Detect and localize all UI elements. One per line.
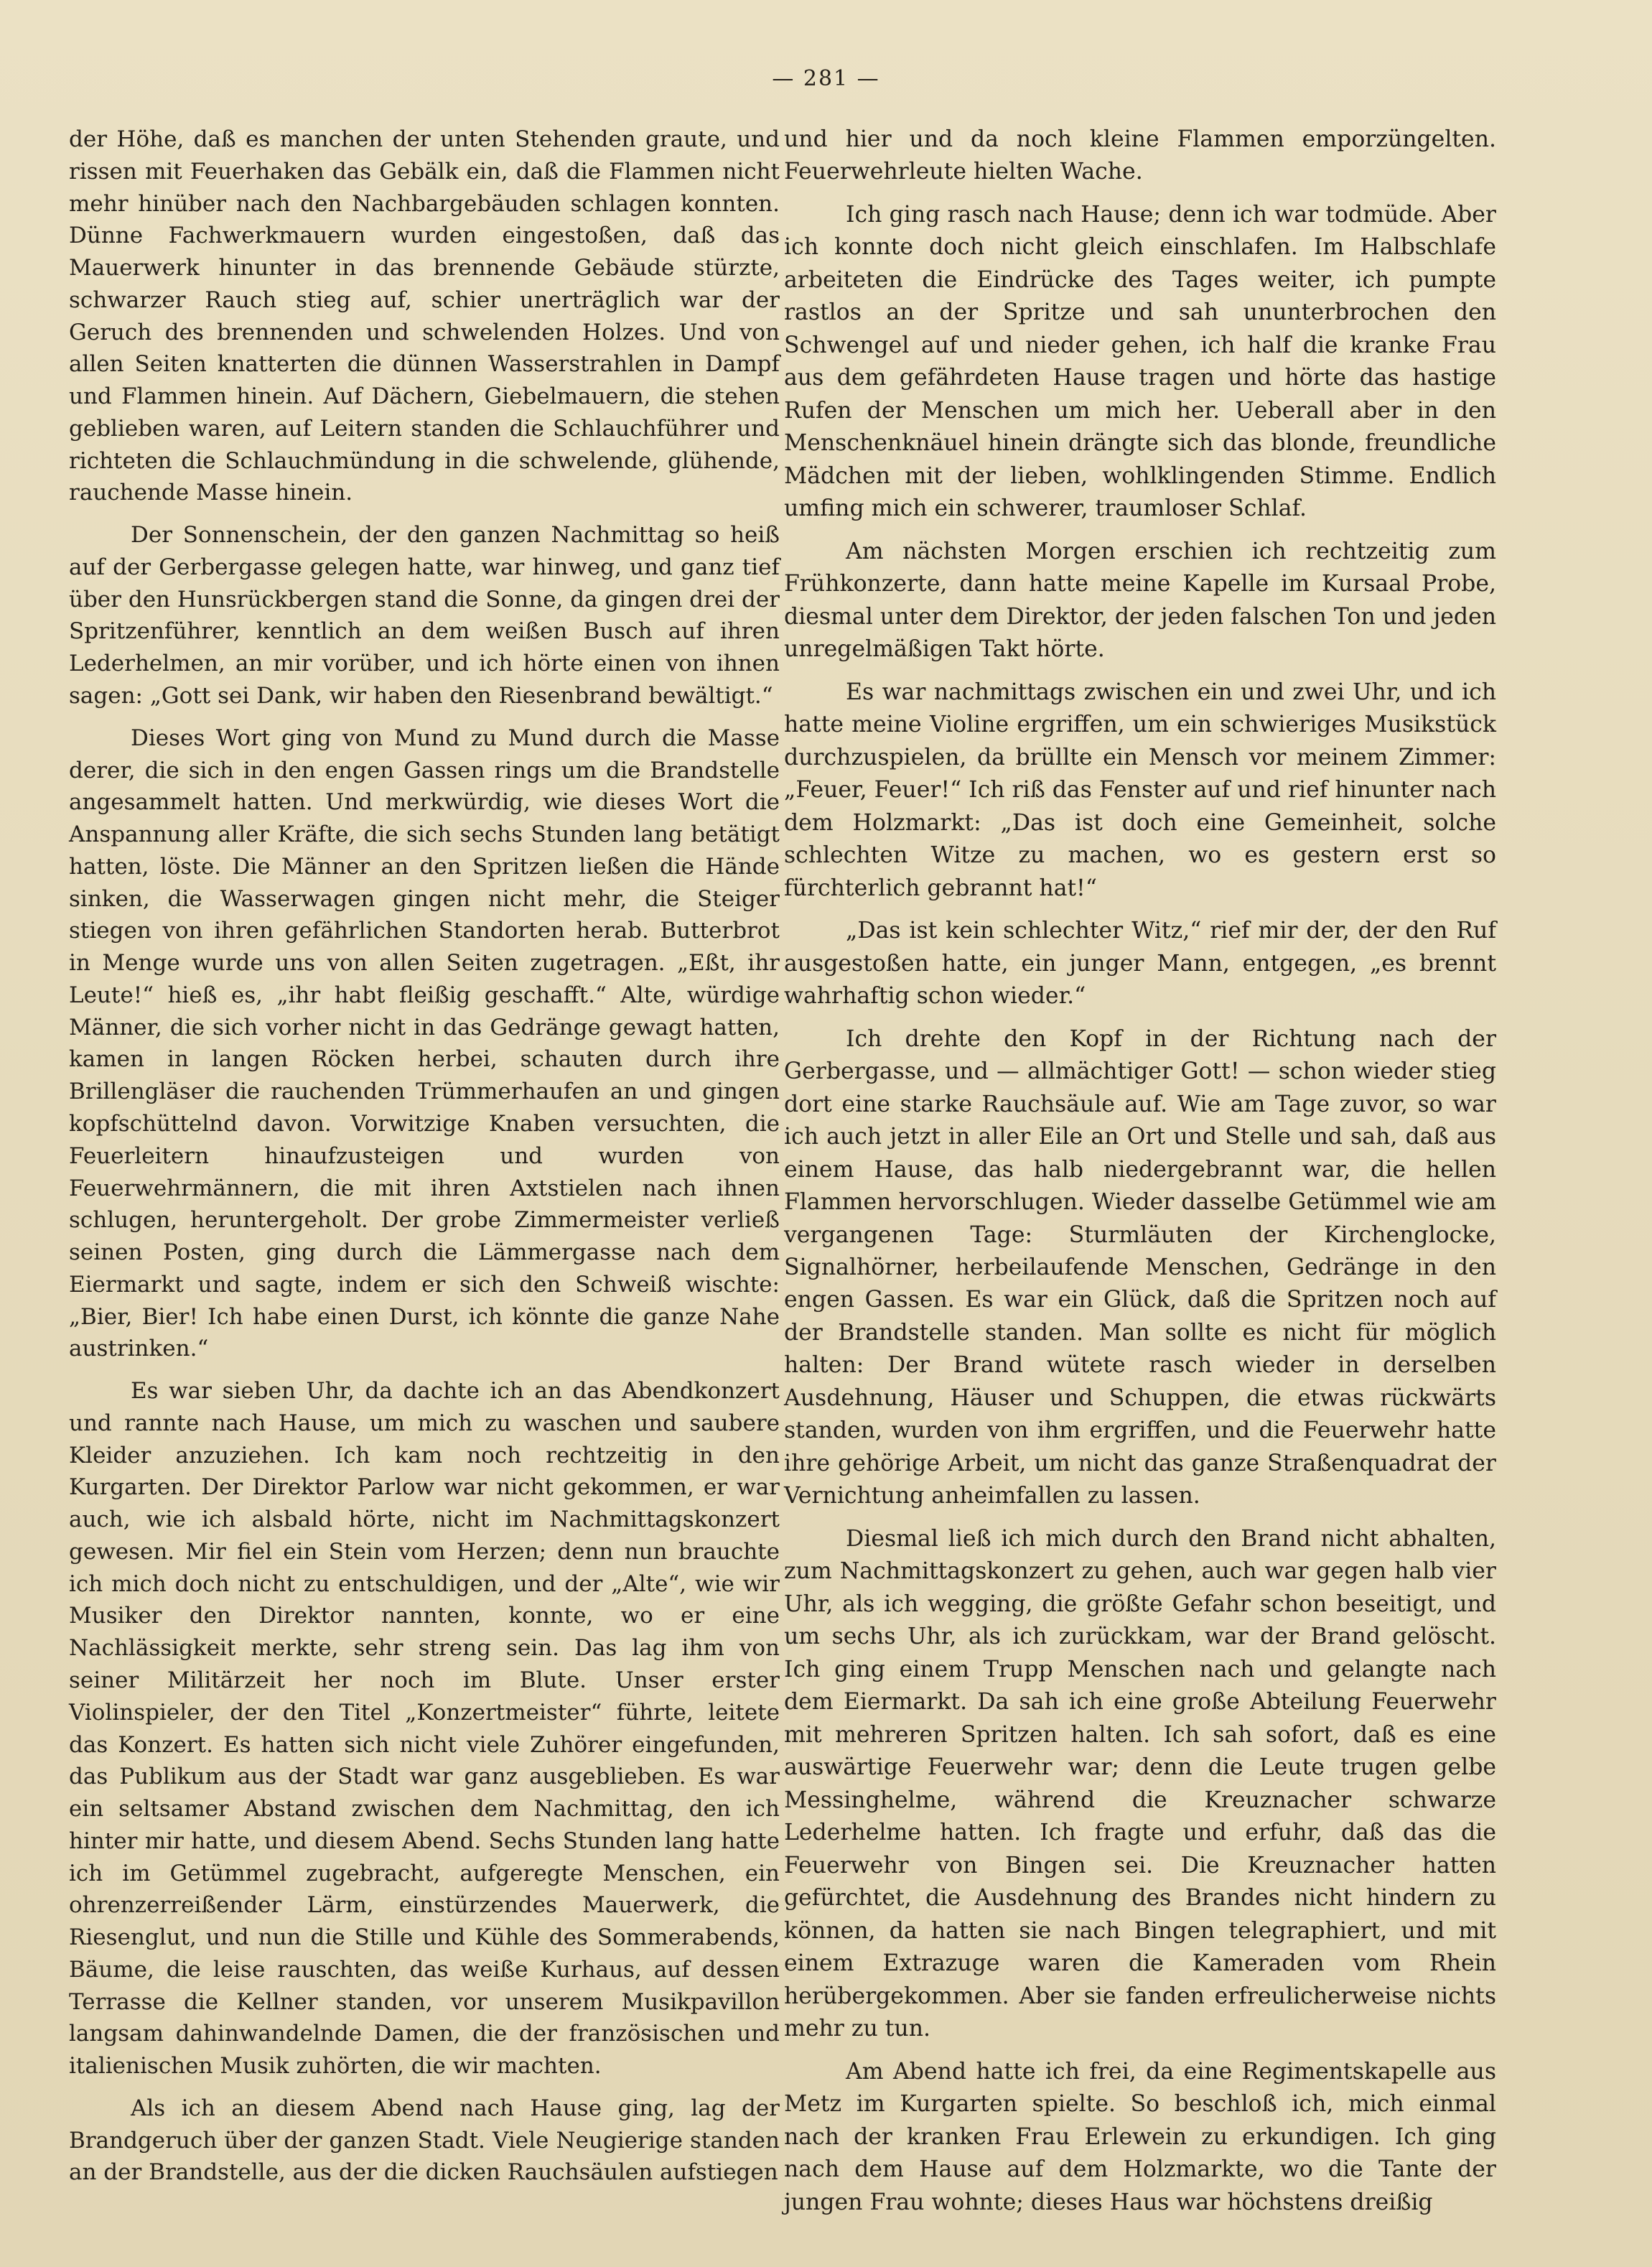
paragraph: Als ich an diesem Abend nach Hause ging, lag der Brandgeruch über der ganzen Stadt. Viele Neugierige standen an der Brandstelle, aus der die dicken Rauchsäulen aufstiegen: [69, 2095, 780, 2186]
paragraph: Es war sieben Uhr, da dachte ich an das Abendkonzert und rannte nach Hause, um mich zu waschen und saubere Kleider anzuziehen. Ich kam noch rechtzeitig in den Kurgarten. Der Direktor Parlow war nicht gekommen, er war auch, wie ich alsbald hörte, nicht im Nachmittagskonzert gewesen. Mir fiel ein Stein vom Herzen; denn nun brauchte ich mich doch nicht zu entschuldigen, und der „Alte“, wie wir Musiker den Direktor nannten, konnte, wo er eine Nachlässigkeit merkte, sehr streng sein. Das lag ihm von seiner Militärzeit her noch im Blute. Unser erster Violinspieler, der den Titel „Konzertmeister“ führte, leitete das Konzert. Es hatten sich nicht viele Zuhörer eingefunden, das Publikum aus der Stadt war ganz ausgeblieben. Es war ein seltsamer Abstand zwischen dem Nachmittag, den ich hinter mir hatte, und diesem Abend. Sechs Stunden lang hatte ich im Getümmel zugebracht, aufgeregte Menschen, ein ohrenzerreißender Lärm, einstürzendes Mauerwerk, die Riesenglut, und nun die Stille und Kühle des Sommerabends, Bäume, die leise rauschten, das weiße Kurhaus, auf dessen Terrasse die Kellner standen, vor unserem Musikpavillon langsam dahinwandelnde Damen, die der französischen und italienischen Musik zuhörten, die wir machten.: [69, 1378, 780, 2080]
paragraph: Dieses Wort ging von Mund zu Mund durch die Masse derer, die sich in den engen Gassen rings um die Brandstelle angesammelt hatten. Und merkwürdig, wie dieses Wort die Anspannung aller Kräfte, die sich sechs Stunden lang betätigt hatten, löste. Die Männer an den Spritzen ließen die Hände sinken, die Wasserwagen gingen nicht mehr, die Steiger stiegen von ihren gefährlichen Standorten herab. Butterbrot in Menge wurde uns von allen Seiten zugetragen. „Eßt, ihr Leute!“ hieß es, „ihr habt fleißig geschafft.“ Alte, würdige Männer, die sich vorher nicht in das Gedränge gewagt hatten, kamen in langen Röcken herbei, schauten durch ihre Brillengläser die rauchenden Trümmerhaufen an und gingen kopfschüttelnd davon. Vorwitzige Knaben versuchten, die Feuerleitern hinaufzusteigen und wurden von Feuerwehrmännern, die mit ihren Axtstielen nach ihnen schlugen, heruntergeholt. Der grobe Zimmermeister verließ seinen Posten, ging durch die Lämmergasse nach dem Eiermarkt und sagte, indem er sich den Schweiß wischte: „Bier, Bier! Ich habe einen Durst, ich könnte die ganze Nahe austrinken.“: [69, 725, 780, 1362]
left-column: [69, 124, 780, 2199]
paragraph: Am Abend hatte ich frei, da eine Regimentskapelle aus Metz im Kurgarten spielte. So beschloß ich, mich einmal nach der kranken Frau Erlewein zu erkundigen. Ich ging nach dem Hause auf dem Holzmarkte, wo die Tante der jungen Frau wohnte; dieses Haus war höchstens dreißig: [784, 2058, 1496, 2215]
right-column: [784, 124, 1496, 2229]
paragraph: „Das ist kein schlechter Witz,“ rief mir der, der den Ruf ausgestoßen hatte, ein junger Mann, entgegen, „es brennt wahrhaftig schon wieder.“: [784, 918, 1496, 1010]
paragraph: Der Sonnenschein, der den ganzen Nachmittag so heiß auf der Gerbergasse gelegen hatte, war hinweg, und ganz tief über den Hunsrückbergen stand die Sonne, da gingen drei der Spritzenführer, kenntlich an dem weißen Busch auf ihren Lederhelmen, an mir vorüber, und ich hörte einen von ihnen sagen: „Gott sei Dank, wir haben den Riesenbrand bewältigt.“: [69, 522, 780, 709]
paragraph: Am nächsten Morgen erschien ich rechtzeitig zum Frühkonzerte, dann hatte meine Kapelle im Kursaal Probe, diesmal unter dem Direktor, der jeden falschen Ton und jeden unregelmäßigen Takt hörte.: [784, 538, 1496, 663]
paragraph: und hier und da noch kleine Flammen emporzüngelten. Feuerwehrleute hielten Wache.: [784, 126, 1496, 185]
page-number: — 281 —: [772, 66, 880, 91]
paragraph: Diesmal ließ ich mich durch den Brand nicht abhalten, zum Nachmittagskonzert zu gehen, auch war gegen halb vier Uhr, als ich wegging, die größte Gefahr schon beseitigt, und um sechs Uhr, als ich zurückkam, war der Brand gelöscht. Ich ging einem Trupp Menschen nach und gelangte nach dem Eiermarkt. Da sah ich eine große Abteilung Feuerwehr mit mehreren Spritzen halten. Ich sah sofort, daß es eine auswärtige Feuerwehr war; denn die Leute trugen gelbe Messinghelme, während die Kreuznacher schwarze Lederhelme hatten. Ich fragte und erfuhr, daß das die Feuerwehr von Bingen sei. Die Kreuznacher hatten gefürchtet, die Ausdehnung des Brandes nicht hindern zu können, da hatten sie nach Bingen telegraphiert, und mit einem Extrazuge waren die Kameraden vom Rhein herübergekommen. Aber sie fanden erfreulicherweise nichts mehr zu tun.: [784, 1525, 1496, 2042]
paragraph: der Höhe, daß es manchen der unten Stehenden graute, und rissen mit Feuerhaken das Gebälk ein, daß die Flammen nicht mehr hinüber nach den Nachbargebäuden schlagen konnten. Dünne Fachwerkmauern wurden eingestoßen, daß das Mauerwerk hinunter in das brennende Gebäude stürzte, schwarzer Rauch stieg auf, schier unerträglich war der Geruch des brennenden und schwelenden Holzes. Und von allen Seiten knatterten die dünnen Wasserstrahlen in Dampf und Flammen hinein. Auf Dächern, Giebelmauern, die stehen geblieben waren, auf Leitern standen die Schlauchführer und richteten die Schlauchmündung in die schwelende, glühende, rauchende Masse hinein.: [69, 126, 780, 506]
paragraph: Ich drehte den Kopf in der Richtung nach der Gerbergasse, und — allmächtiger Gott! — schon wieder stieg dort eine starke Rauchsäule auf. Wie am Tage zuvor, so war ich auch jetzt in aller Eile an Ort und Stelle und sah, daß aus einem Hause, das halb niedergebrannt war, die hellen Flammen hervorschlugen. Wieder dasselbe Getümmel wie am vergangenen Tage: Sturmläuten der Kirchenglocke, Signalhörner, herbeilaufende Menschen, Gedränge in den engen Gassen. Es war ein Glück, daß die Spritzen noch auf der Brandstelle standen. Man sollte es nicht für möglich halten: Der Brand wütete rasch wieder in derselben Ausdehnung, Häuser und Schuppen, die etwas rückwärts standen, wurden von ihm ergriffen, und die Feuerwehr hatte ihre gehörige Arbeit, um nicht das ganze Straßenquadrat der Vernichtung anheimfallen zu lassen.: [784, 1025, 1496, 1509]
paragraph: Ich ging rasch nach Hause; denn ich war todmüde. Aber ich konnte doch nicht gleich einschlafen. Im Halbschlafe arbeiteten die Eindrücke des Tages weiter, ich pumpte rastlos an der Spritze und sah ununterbrochen den Schwengel auf und nieder gehen, ich half die kranke Frau aus dem gefährdeten Hause tragen und hörte das hastige Rufen der Menschen um mich her. Ueberall aber in den Menschenknäuel hinein drängte sich das blonde, freundliche Mädchen mit der lieben, wohlklingenden Stimme. Endlich umfing mich ein schwerer, traumloser Schlaf.: [784, 201, 1496, 522]
paragraph: Es war nachmittags zwischen ein und zwei Uhr, und ich hatte meine Violine ergriffen, um ein schwieriges Musikstück durchzuspielen, da brüllte ein Mensch vor meinem Zimmer: „Feuer, Feuer!“ Ich riß das Fenster auf und rief hinunter nach dem Holzmarkt: „Das ist doch eine Gemeinheit, solche schlechten Witze zu machen, wo es gestern erst so fürchterlich gebrannt hat!“: [784, 679, 1497, 901]
